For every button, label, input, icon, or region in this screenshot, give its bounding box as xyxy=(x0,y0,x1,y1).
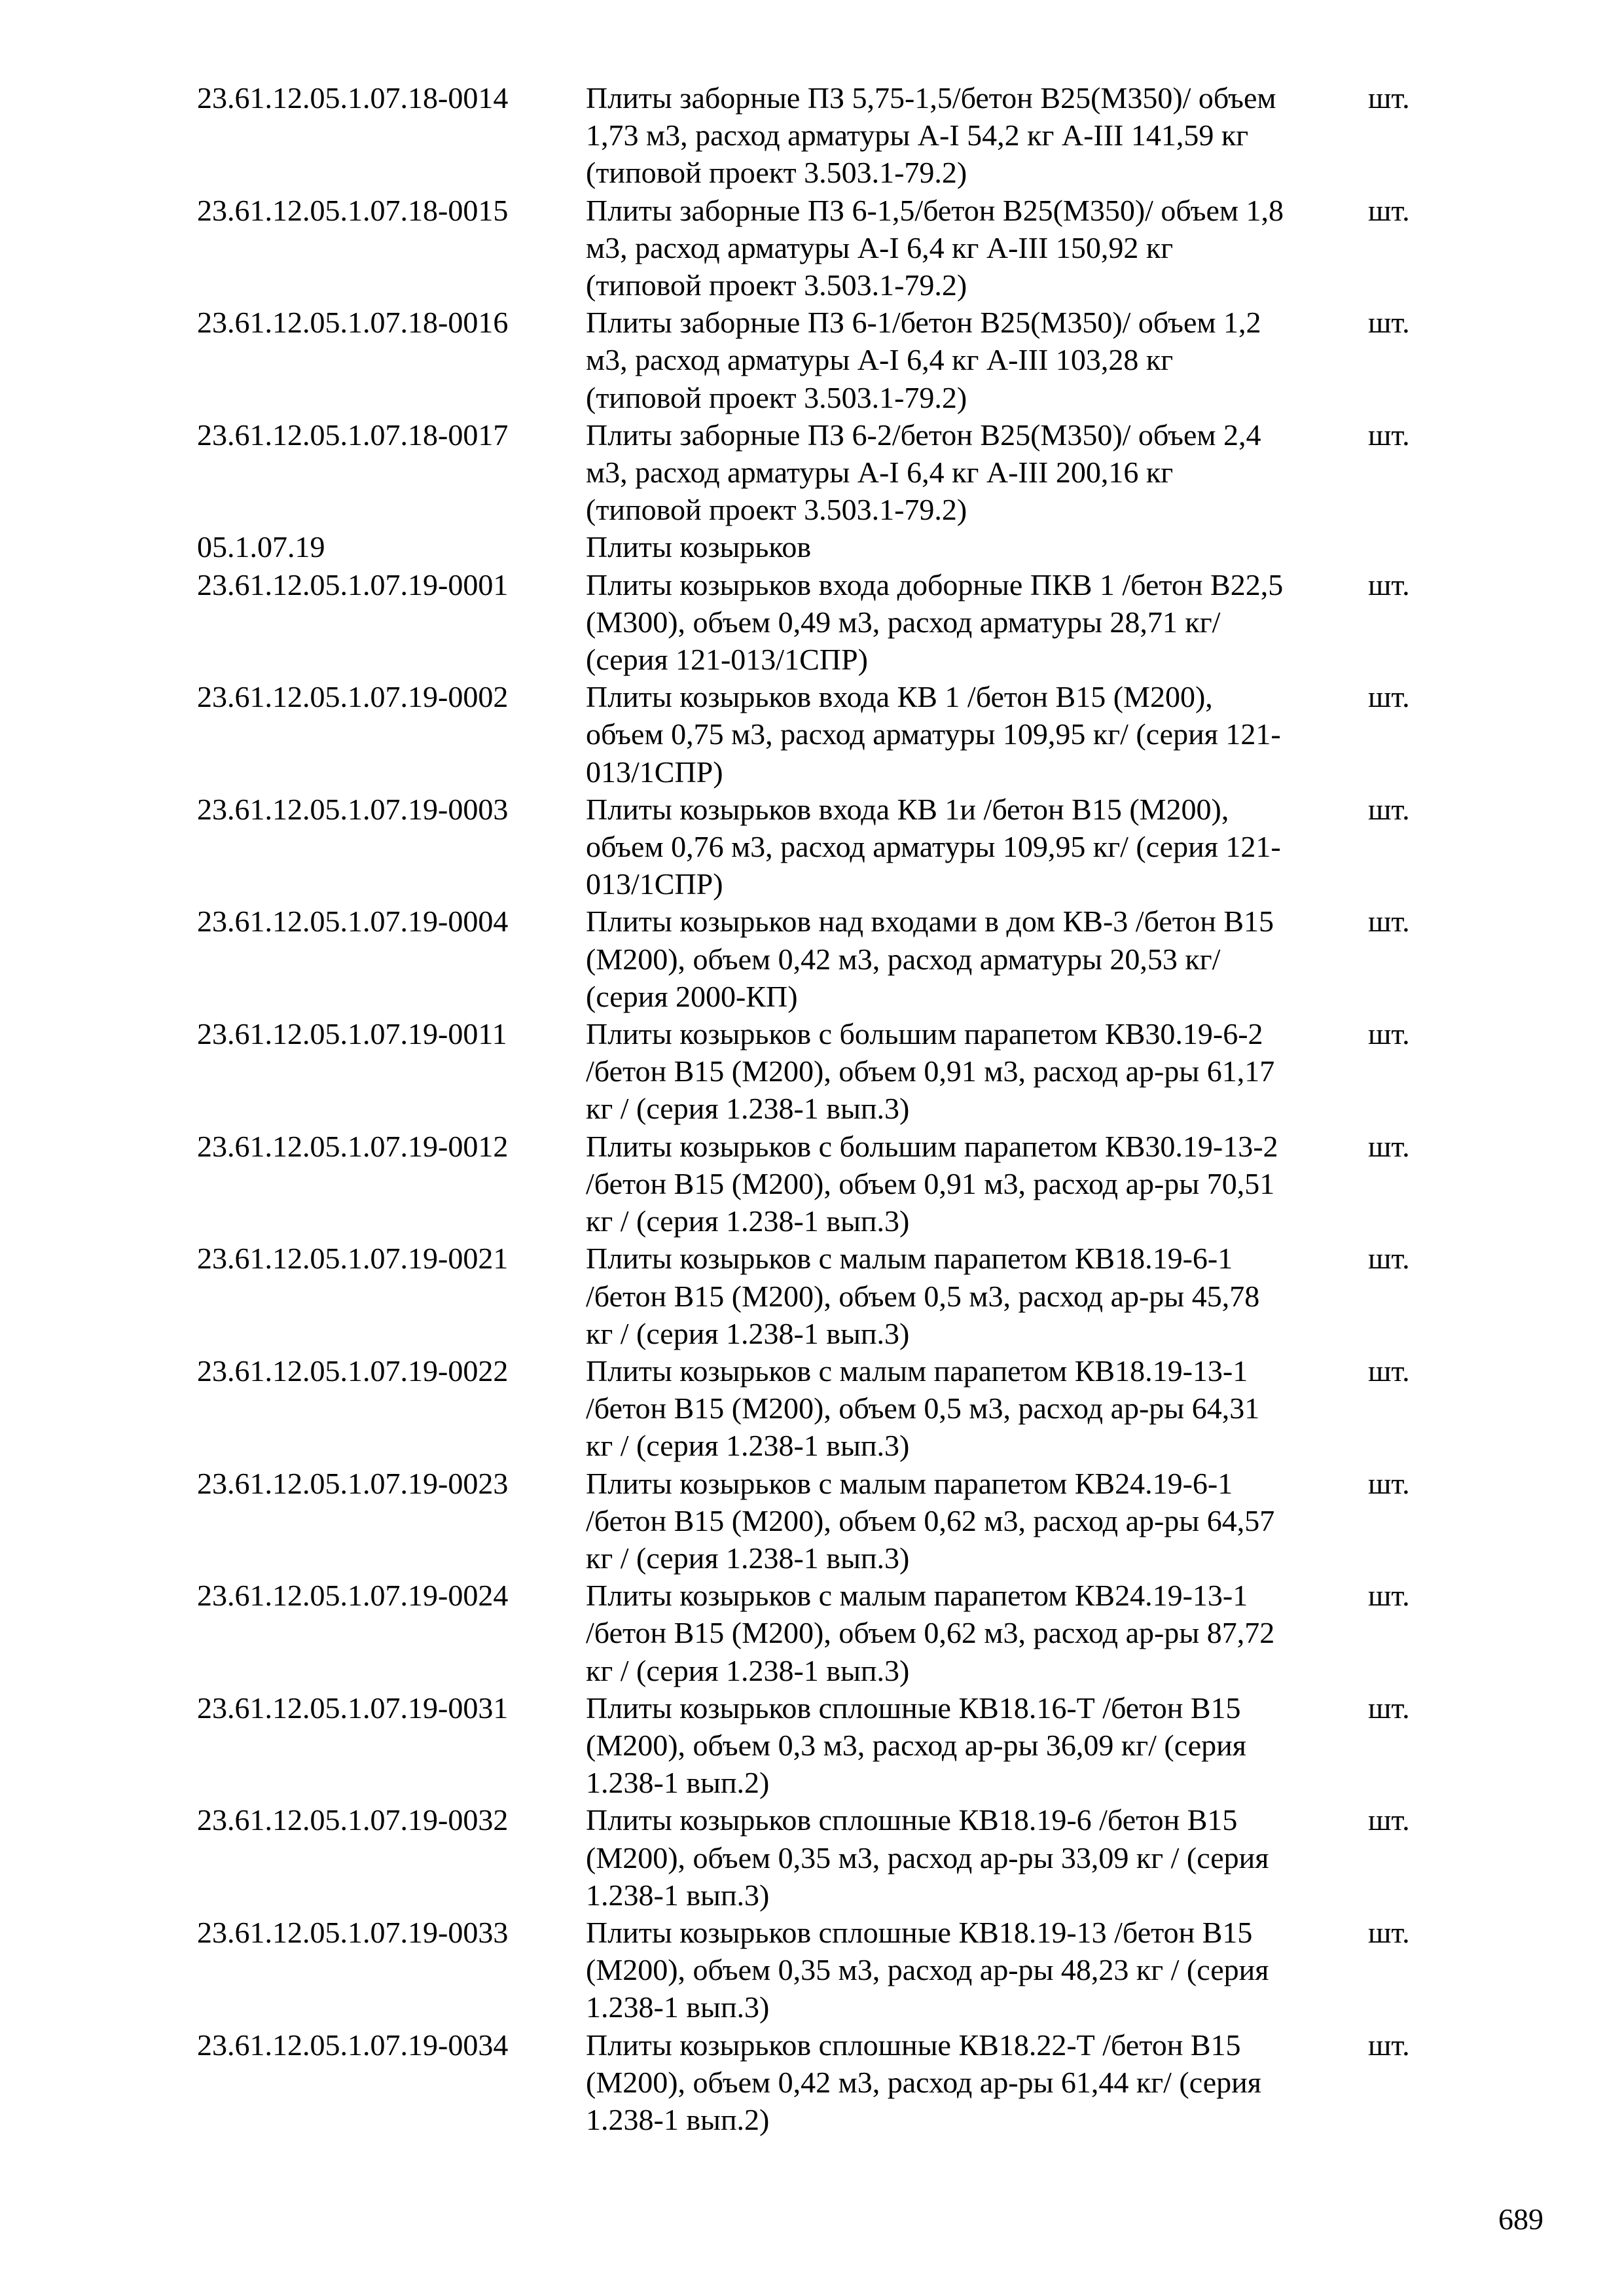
item-code: 23.61.12.05.1.07.18-0014 xyxy=(197,81,509,115)
item-description: Плиты козырьков над входами в дом КВ-3 /бетон В15 (М200), объем 0,42 м3, расход арматуры 20,53 кг/ (серия 2000-КП) xyxy=(586,905,1274,1013)
item-unit: шт. xyxy=(1368,1129,1410,1163)
item-description: Плиты козырьков с большим парапетом КВ30.19-13-2 /бетон В15 (М200), объем 0,91 м3, расход ар-ры 70,51 кг / (серия 1.238-1 вып.3) xyxy=(586,1129,1278,1238)
table-row xyxy=(197,79,1441,192)
section-heading-row xyxy=(197,528,1441,565)
table-row xyxy=(197,416,1441,529)
table-row xyxy=(197,1240,1441,1352)
item-code: 23.61.12.05.1.07.19-0012 xyxy=(197,1129,509,1163)
item-code: 23.61.12.05.1.07.19-0021 xyxy=(197,1242,509,1276)
item-description: Плиты заборные ПЗ 6-1,5/бетон В25(М350)/ объем 1,8 м3, расход арматуры А-I 6,4 кг А-III 150,92 кг (типовой проект 3.503.1-79.2) xyxy=(586,193,1284,302)
item-code: 23.61.12.05.1.07.19-0024 xyxy=(197,1579,509,1613)
item-description: Плиты козырьков входа доборные ПКВ 1 /бетон В22,5 (М300), объем 0,49 м3, расход арматуры 28,71 кг/ (серия 121-013/1СПР) xyxy=(586,567,1284,677)
item-code: 23.61.12.05.1.07.18-0017 xyxy=(197,418,509,452)
table-row xyxy=(197,678,1441,791)
item-unit: шт. xyxy=(1368,418,1410,452)
item-description: Плиты козырьков с малым парапетом КВ24.19-13-1 /бетон В15 (М200), объем 0,62 м3, расход ар-ры 87,72 кг / (серия 1.238-1 вып.3) xyxy=(586,1579,1275,1687)
table-row xyxy=(197,1128,1441,1240)
table-row xyxy=(197,1015,1441,1128)
item-unit: шт. xyxy=(1368,567,1410,601)
page-number: 689 xyxy=(1498,2202,1543,2236)
table-row xyxy=(197,1465,1441,1577)
item-unit: шт. xyxy=(1368,306,1410,340)
item-description: Плиты козырьков входа КВ 1 /бетон В15 (М200), объем 0,75 м3, расход арматуры 109,95 кг/ (серия 121- 013/1СПР) xyxy=(586,680,1281,789)
table-row xyxy=(197,2026,1441,2139)
table-row xyxy=(197,1577,1441,1689)
item-unit: шт. xyxy=(1368,1803,1410,1837)
table-row xyxy=(197,304,1441,416)
item-code: 23.61.12.05.1.07.19-0011 xyxy=(197,1017,507,1051)
item-description: Плиты заборные ПЗ 5,75-1,5/бетон В25(М350)/ объем 1,73 м3, расход арматуры А-I 54,2 кг А-III 141,59 кг (типовой проект 3.503.1-79.2) xyxy=(586,81,1276,190)
item-description: Плиты козырьков с малым парапетом КВ18.19-6-1 /бетон В15 (М200), объем 0,5 м3, расход ар-ры 45,78 кг / (серия 1.238-1 вып.3) xyxy=(586,1242,1260,1350)
item-description: Плиты козырьков сплошные КВ18.19-13 /бетон В15 (М200), объем 0,35 м3, расход ар-ры 48,23 кг / (серия 1.238-1 вып.3) xyxy=(586,1915,1269,2024)
item-description: Плиты козырьков сплошные КВ18.22-Т /бетон В15 (М200), объем 0,42 м3, расход ар-ры 61,44 кг/ (серия 1.238-1 вып.2) xyxy=(586,2028,1261,2136)
item-unit: шт. xyxy=(1368,1915,1410,1949)
table-row xyxy=(197,791,1441,903)
catalog-table xyxy=(197,79,1441,2138)
item-unit: шт. xyxy=(1368,81,1410,115)
item-description: Плиты козырьков сплошные КВ18.16-Т /бетон В15 (М200), объем 0,3 м3, расход ар-ры 36,09 кг/ (серия 1.238-1 вып.2) xyxy=(586,1691,1246,1800)
item-description: Плиты козырьков с малым парапетом КВ24.19-6-1 /бетон В15 (М200), объем 0,62 м3, расход ар-ры 64,57 кг / (серия 1.238-1 вып.3) xyxy=(586,1466,1275,1575)
item-code: 23.61.12.05.1.07.19-0033 xyxy=(197,1915,509,1949)
section-title: Плиты козырьков xyxy=(586,530,812,564)
item-unit: шт. xyxy=(1368,680,1410,714)
item-code: 23.61.12.05.1.07.18-0016 xyxy=(197,306,509,340)
item-description: Плиты козырьков входа КВ 1и /бетон В15 (М200), объем 0,76 м3, расход арматуры 109,95 кг/ (серия 121- 013/1СПР) xyxy=(586,792,1281,901)
item-code: 23.61.12.05.1.07.19-0002 xyxy=(197,680,509,714)
item-unit: шт. xyxy=(1368,905,1410,939)
table-row xyxy=(197,566,1441,679)
table-row xyxy=(197,1689,1441,1802)
item-code: 23.61.12.05.1.07.18-0015 xyxy=(197,193,509,227)
item-unit: шт. xyxy=(1368,193,1410,227)
item-description: Плиты козырьков с малым парапетом КВ18.19-13-1 /бетон В15 (М200), объем 0,5 м3, расход ар-ры 64,31 кг / (серия 1.238-1 вып.3) xyxy=(586,1354,1260,1463)
item-unit: шт. xyxy=(1368,1466,1410,1500)
table-row xyxy=(197,1914,1441,2026)
item-description: Плиты заборные ПЗ 6-2/бетон В25(М350)/ объем 2,4 м3, расход арматуры А-I 6,4 кг А-III 200,16 кг (типовой проект 3.503.1-79.2) xyxy=(586,418,1261,527)
item-description: Плиты заборные ПЗ 6-1/бетон В25(М350)/ объем 1,2 м3, расход арматуры А-I 6,4 кг А-III 103,28 кг (типовой проект 3.503.1-79.2) xyxy=(586,306,1261,414)
item-code: 23.61.12.05.1.07.19-0034 xyxy=(197,2028,509,2062)
item-unit: шт. xyxy=(1368,1354,1410,1388)
item-unit: шт. xyxy=(1368,2028,1410,2062)
item-code: 23.61.12.05.1.07.19-0031 xyxy=(197,1691,509,1725)
item-unit: шт. xyxy=(1368,1691,1410,1725)
table-row xyxy=(197,192,1441,304)
item-code: 23.61.12.05.1.07.19-0001 xyxy=(197,567,509,601)
table-row xyxy=(197,1801,1441,1914)
item-description: Плиты козырьков с большим парапетом КВ30.19-6-2 /бетон В15 (М200), объем 0,91 м3, расход ар-ры 61,17 кг / (серия 1.238-1 вып.3) xyxy=(586,1017,1275,1126)
item-unit: шт. xyxy=(1368,792,1410,826)
item-code: 23.61.12.05.1.07.19-0004 xyxy=(197,905,509,939)
table-row xyxy=(197,1352,1441,1465)
item-code: 23.61.12.05.1.07.19-0023 xyxy=(197,1466,509,1500)
item-code: 23.61.12.05.1.07.19-0003 xyxy=(197,792,509,826)
item-code: 23.61.12.05.1.07.19-0032 xyxy=(197,1803,509,1837)
item-unit: шт. xyxy=(1368,1579,1410,1613)
item-code: 23.61.12.05.1.07.19-0022 xyxy=(197,1354,509,1388)
item-description: Плиты козырьков сплошные КВ18.19-6 /бетон В15 (М200), объем 0,35 м3, расход ар-ры 33,09 кг / (серия 1.238-1 вып.3) xyxy=(586,1803,1269,1912)
table-row xyxy=(197,903,1441,1015)
item-unit: шт. xyxy=(1368,1242,1410,1276)
section-code: 05.1.07.19 xyxy=(197,530,325,564)
item-unit: шт. xyxy=(1368,1017,1410,1051)
